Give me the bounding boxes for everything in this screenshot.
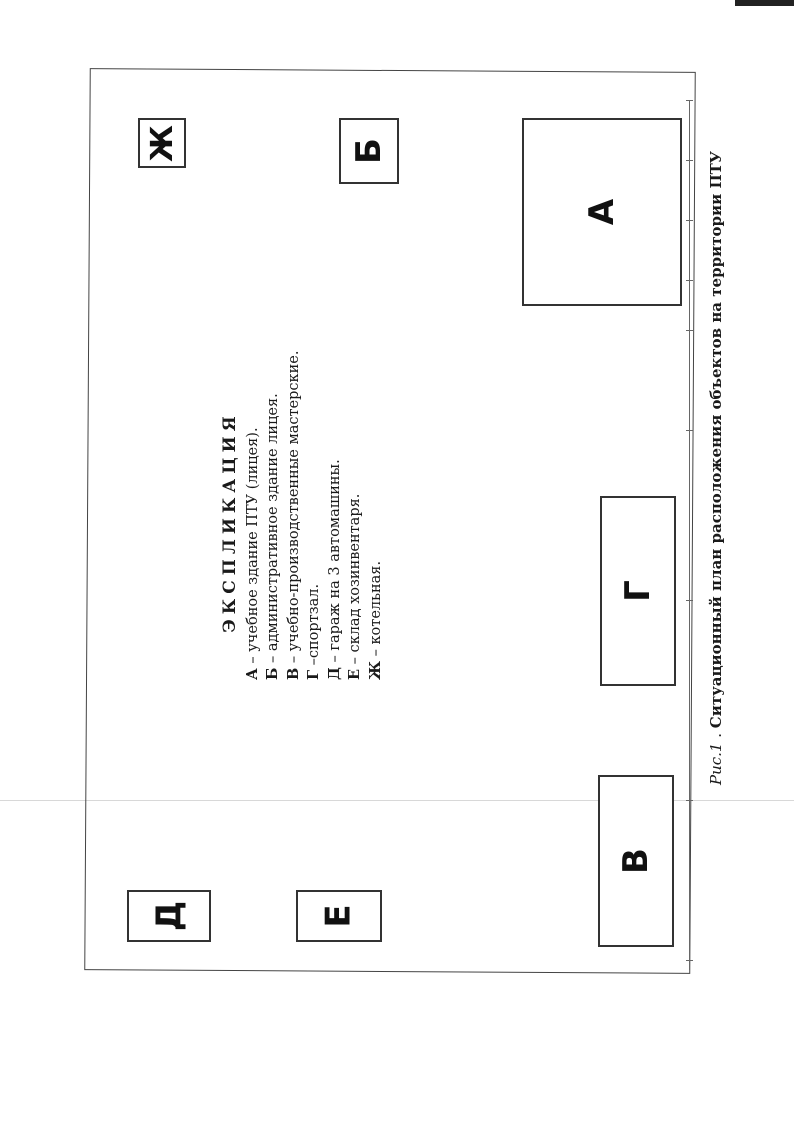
- dimension-tick: [686, 960, 693, 961]
- dimension-tick: [686, 100, 693, 101]
- legend-item: [284, 320, 305, 680]
- legend-item-text: – котельная.: [367, 560, 384, 661]
- legend-item: [243, 320, 264, 680]
- legend-item-text: – гараж на 3 автомашины.: [326, 459, 343, 668]
- dimension-tick: [686, 280, 693, 281]
- dimension-tick: [686, 800, 693, 801]
- building-e-label: Е: [318, 904, 359, 928]
- legend-item-letter: Г: [305, 669, 322, 680]
- building-g-label: Г: [617, 580, 658, 602]
- building-d-label: Д: [149, 900, 189, 932]
- building-a: [522, 118, 682, 306]
- dimension-tick: [686, 430, 693, 431]
- building-d: [127, 890, 211, 942]
- legend-title: ЭКСПЛИКАЦИЯ: [220, 411, 240, 633]
- building-e: [296, 890, 382, 942]
- legend-item: [345, 320, 366, 680]
- legend-item-text: – административное здание лицея.: [265, 393, 281, 668]
- building-zh: [138, 118, 186, 168]
- legend-item-letter: В: [284, 667, 302, 680]
- building-b: [339, 118, 399, 184]
- legend-item: [304, 320, 325, 680]
- figure-number: Рис.1: [707, 742, 725, 785]
- building-g: [600, 496, 676, 686]
- legend-item: [263, 320, 284, 680]
- figure-caption: [707, 151, 725, 785]
- building-v: [598, 775, 674, 947]
- legend-item-letter: Б: [264, 667, 281, 680]
- legend-item-text: –спортзал.: [306, 583, 322, 670]
- legend: [220, 320, 386, 680]
- dimension-tick: [686, 220, 693, 221]
- dimension-line: [689, 100, 690, 970]
- building-b-label: Б: [348, 138, 389, 164]
- legend-item-letter: А: [243, 668, 261, 680]
- legend-item: [366, 320, 387, 680]
- dimension-tick: [686, 600, 693, 601]
- scan-edge-mark: [735, 0, 794, 6]
- building-zh-label: Ж: [144, 124, 180, 162]
- legend-item: [325, 320, 346, 680]
- caption-separator: .: [707, 728, 725, 743]
- figure-title: Ситуационный план расположения объектов на территории ПТУ: [707, 151, 725, 729]
- legend-item-letter: Е: [346, 668, 363, 680]
- legend-item-text: – учебно-производственные мастерские.: [285, 350, 302, 668]
- legend-item-text: – учебное здание ПТУ (лицея).: [244, 427, 261, 669]
- dimension-tick: [686, 160, 693, 161]
- legend-item-letter: Д: [325, 667, 343, 680]
- dimension-tick: [686, 330, 693, 331]
- legend-item-text: – склад хозинвентаря.: [347, 493, 363, 669]
- building-v-label: В: [615, 848, 656, 874]
- legend-item-letter: Ж: [366, 660, 384, 680]
- building-a-label: А: [581, 198, 622, 226]
